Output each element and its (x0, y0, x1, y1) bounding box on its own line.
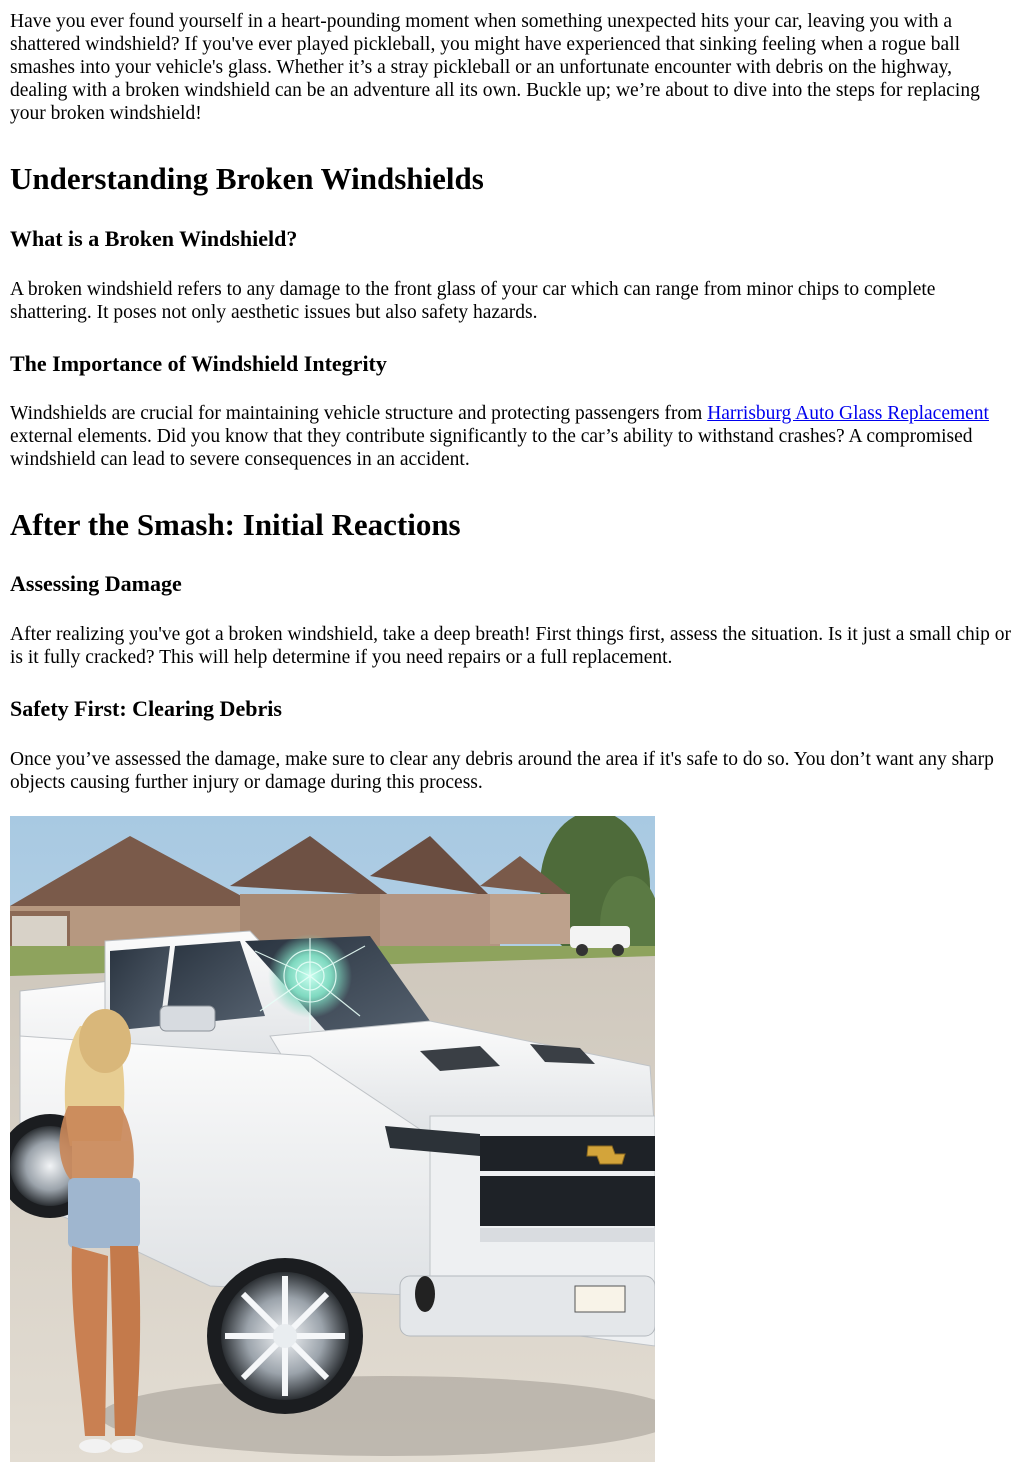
heading-understanding: Understanding Broken Windshields (10, 161, 484, 196)
intro-paragraph: Have you ever found yourself in a heart-pounding moment when something unexpected hits your car, leaving you with a shattered windshield? If you've ever played pickleball, you might have experienced that sinking feeling when a rogue ball smashes into your vehicle's glass. Whether it’s a stray pickleball or an unfortunate encounter with debris on the highway, dealing with a broken windshield can be an adventure all its own. Buckle up; we’re about to dive into the steps for replacing your broken windshield! (10, 11, 980, 124)
subheading-importance: The Importance of Windshield Integrity (10, 351, 387, 376)
subheading-what-is: What is a Broken Windshield? (10, 226, 298, 251)
importance-text-before: Windshields are crucial for maintaining vehicle structure and protecting passengers from (10, 403, 708, 424)
broken-windshield-truck-image (10, 816, 655, 1462)
subheading-assessing: Assessing Damage (10, 571, 182, 596)
harrisburg-auto-glass-link[interactable]: Harrisburg Auto Glass Replacement (707, 403, 989, 424)
heading-after-smash: After the Smash: Initial Reactions (10, 507, 461, 542)
subheading-safety: Safety First: Clearing Debris (10, 696, 282, 721)
paragraph-assessing: After realizing you've got a broken windshield, take a deep breath! First things first, assess the situation. Is it just a small chip or is it fully cracked? This will help determine if you need repairs or a full replacement. (10, 624, 1012, 668)
importance-text-after: external elements. Did you know that they contribute significantly to the car’s ability to withstand crashes? A compromised windshield can lead to severe consequences in an accident. (10, 426, 973, 470)
paragraph-what-is: A broken windshield refers to any damage to the front glass of your car which can range from minor chips to complete shattering. It poses not only aesthetic issues but also safety hazards. (10, 279, 936, 323)
paragraph-importance (10, 402, 1014, 471)
paragraph-safety: Once you’ve assessed the damage, make sure to clear any debris around the area if it's safe to do so. You don’t want any sharp objects causing further injury or damage during this process. (10, 749, 994, 793)
